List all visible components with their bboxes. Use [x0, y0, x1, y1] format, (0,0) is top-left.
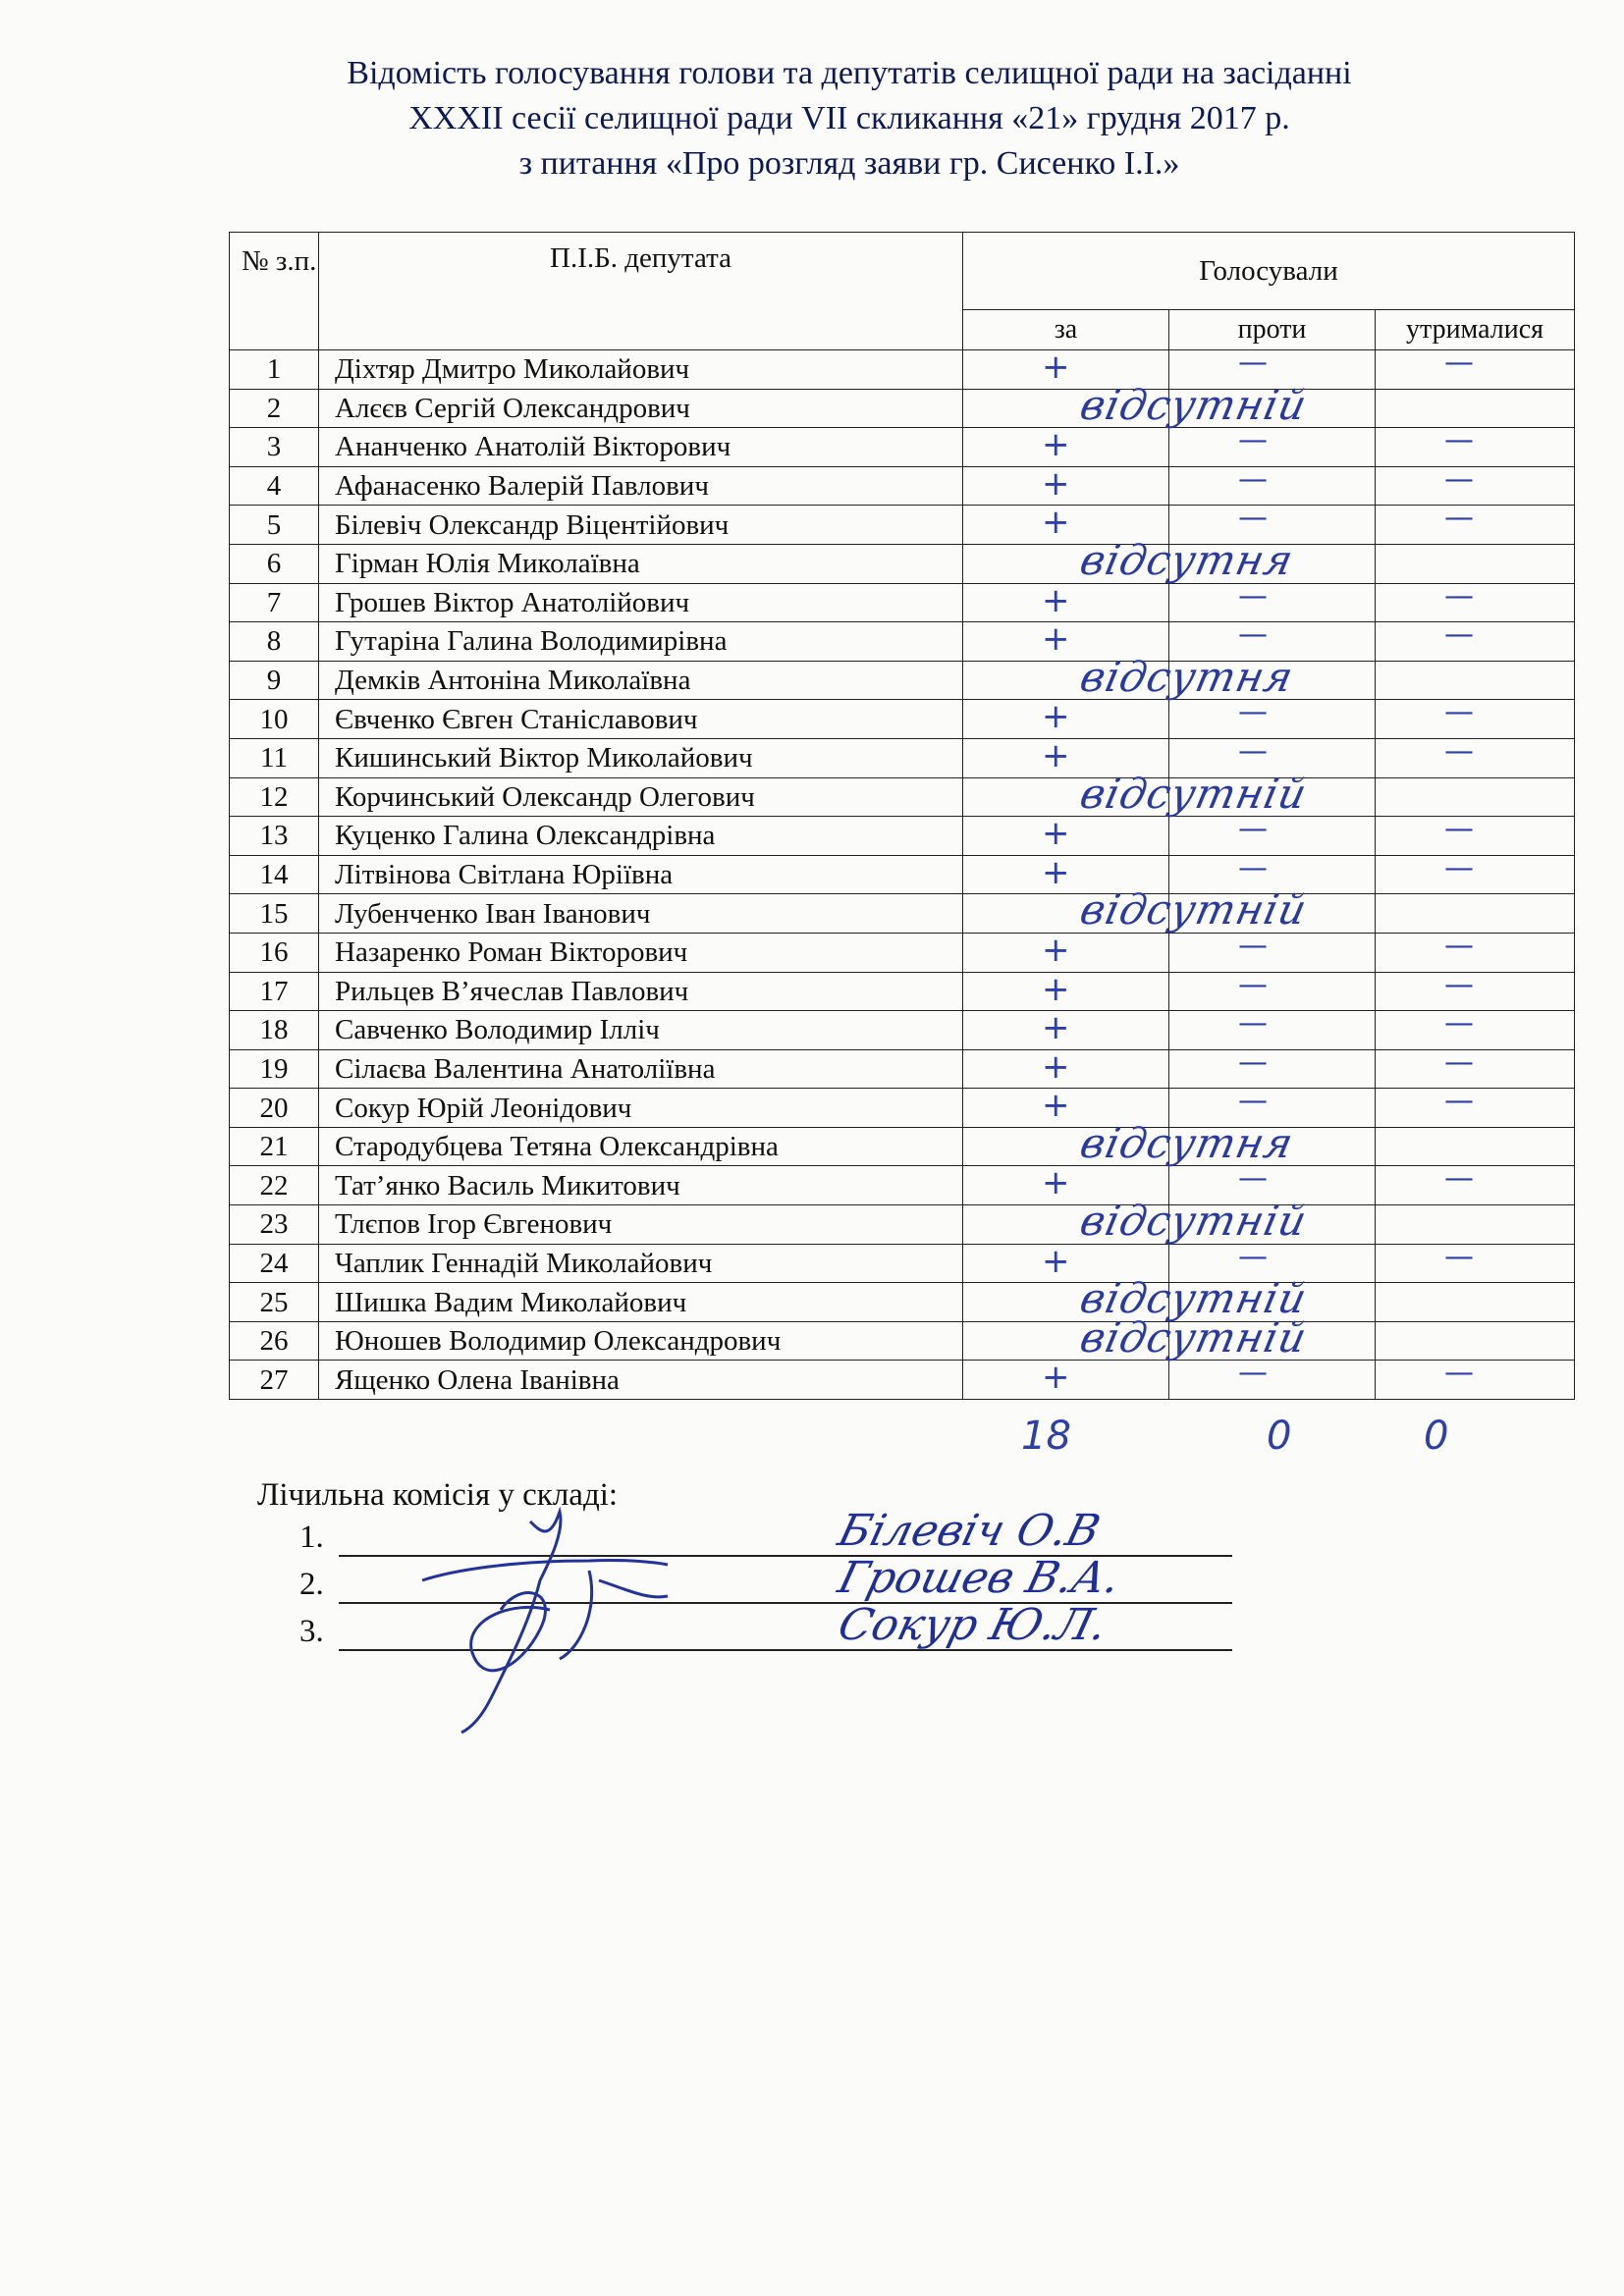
vote-mark-against: —	[1238, 699, 1268, 730]
vote-mark-against: —	[1238, 427, 1268, 458]
absent-note: відсутній	[1075, 1197, 1312, 1246]
vote-cell-for	[963, 700, 1169, 739]
vote-mark-for: +	[1042, 1360, 1070, 1398]
table-row	[230, 777, 1575, 817]
vote-cell-abstain	[1376, 466, 1575, 506]
total-for: 18	[1021, 1414, 1071, 1459]
table-row	[230, 1205, 1575, 1245]
vote-mark-abstain: —	[1444, 466, 1474, 497]
vote-mark-for: +	[1042, 972, 1070, 1009]
vote-mark-abstain: —	[1444, 1088, 1474, 1119]
vote-cell-against	[1169, 583, 1376, 622]
row-number: 23	[230, 1205, 319, 1245]
vote-cell-against	[1169, 1049, 1376, 1089]
deputy-name: Куценко Галина Олександрівна	[319, 817, 963, 856]
deputy-name: Рильцев В’ячеслав Павлович	[319, 972, 963, 1011]
deputy-name: Грошев Віктор Анатолійович	[319, 583, 963, 622]
vote-cell-abstain	[1376, 1089, 1575, 1128]
vote-mark-against: —	[1238, 1049, 1268, 1080]
row-number: 6	[230, 544, 319, 583]
row-number: 5	[230, 506, 319, 545]
absent-note: відсутня	[1075, 535, 1299, 584]
vote-mark-for: +	[1042, 855, 1070, 892]
absent-note: відсутня	[1075, 1118, 1299, 1167]
vote-mark-abstain: —	[1444, 933, 1474, 963]
vote-cell-for	[963, 652, 1299, 701]
vote-cell-abstain	[1376, 777, 1575, 817]
vote-cell-against	[1169, 544, 1376, 583]
absent-note: відсутній	[1075, 380, 1312, 429]
vote-cell-for	[963, 428, 1169, 467]
vote-mark-against: —	[1238, 583, 1268, 614]
vote-cell-against	[1169, 700, 1376, 739]
table-row	[230, 389, 1575, 428]
table-row	[230, 894, 1575, 934]
vote-mark-for: +	[1042, 699, 1070, 737]
member-number: 2.	[299, 1567, 324, 1602]
vote-mark-against: —	[1238, 1360, 1268, 1391]
vote-cell-abstain	[1376, 700, 1575, 739]
member-name: Сокур Ю.Л.	[833, 1600, 1112, 1650]
vote-cell-for	[963, 885, 1312, 934]
row-number: 20	[230, 1089, 319, 1128]
vote-mark-abstain: —	[1444, 583, 1474, 614]
vote-cell-against	[1169, 933, 1376, 972]
deputy-name: Шишка Вадим Миколайович	[319, 1283, 963, 1322]
member-name: Грошев В.А.	[833, 1553, 1126, 1603]
vote-mark-abstain: —	[1444, 738, 1474, 769]
absent-note: відсутній	[1075, 1274, 1312, 1323]
vote-mark-abstain: —	[1444, 1049, 1474, 1080]
vote-mark-for: +	[1042, 621, 1070, 660]
vote-mark-for: +	[1042, 1049, 1070, 1087]
vote-cell-against	[1169, 777, 1376, 817]
table-row	[230, 1361, 1575, 1400]
row-number: 4	[230, 466, 319, 506]
vote-mark-abstain: —	[1444, 621, 1474, 653]
row-number: 27	[230, 1361, 319, 1400]
table-row	[230, 661, 1575, 700]
row-number: 2	[230, 389, 319, 428]
table-row	[230, 622, 1575, 662]
deputy-name: Алєєв Сергій Олександрович	[319, 389, 963, 428]
vote-cell-against	[1169, 428, 1376, 467]
vote-cell-against	[1169, 972, 1376, 1011]
table-row	[230, 1166, 1575, 1205]
header-voted: Голосували	[963, 233, 1575, 310]
vote-cell-for	[963, 583, 1169, 622]
absent-note: відсутній	[1075, 769, 1312, 818]
table-row	[230, 972, 1575, 1011]
table-row	[230, 506, 1575, 545]
vote-cell-abstain	[1376, 583, 1575, 622]
table-row	[230, 1089, 1575, 1128]
vote-mark-for: +	[1042, 349, 1070, 387]
row-number: 11	[230, 738, 319, 777]
total-abstain: 0	[1424, 1414, 1449, 1459]
row-number: 25	[230, 1283, 319, 1322]
vote-cell-abstain	[1376, 544, 1575, 583]
deputy-name: Лубенченко Іван Іванович	[319, 894, 963, 934]
table-row	[230, 350, 1575, 390]
vote-mark-against: —	[1238, 816, 1268, 847]
vote-mark-abstain: —	[1444, 1165, 1474, 1197]
header-num: № з.п.	[230, 233, 319, 350]
row-number: 15	[230, 894, 319, 934]
row-number: 26	[230, 1321, 319, 1361]
row-number: 7	[230, 583, 319, 622]
vote-mark-abstain: —	[1444, 972, 1474, 1002]
vote-cell-abstain	[1376, 1011, 1575, 1050]
vote-mark-against: —	[1238, 466, 1268, 497]
vote-mark-for: +	[1042, 427, 1070, 465]
vote-cell-against	[1169, 1361, 1376, 1400]
deputy-name: Ященко Олена Іванівна	[319, 1361, 963, 1400]
vote-cell-abstain	[1376, 1166, 1575, 1205]
table-row	[230, 855, 1575, 894]
vote-mark-against: —	[1238, 1165, 1268, 1197]
vote-cell-abstain	[1376, 506, 1575, 545]
vote-mark-for: +	[1042, 1165, 1070, 1203]
deputy-name: Сілаєва Валентина Анатоліївна	[319, 1049, 963, 1089]
vote-mark-for: +	[1042, 738, 1070, 775]
vote-mark-abstain: —	[1444, 1360, 1474, 1391]
vote-mark-against: —	[1238, 855, 1268, 885]
vote-cell-abstain	[1376, 428, 1575, 467]
deputy-name: Савченко Володимир Ілліч	[319, 1011, 963, 1050]
absent-note: відсутній	[1075, 1312, 1312, 1362]
row-number: 1	[230, 350, 319, 390]
header-abstain: утрималися	[1376, 310, 1575, 350]
row-number: 14	[230, 855, 319, 894]
vote-cell-abstain	[1376, 350, 1575, 390]
table-row	[230, 1321, 1575, 1361]
vote-mark-against: —	[1238, 1244, 1268, 1274]
vote-mark-abstain: —	[1444, 349, 1474, 380]
vote-cell-abstain	[1376, 1205, 1575, 1245]
row-number: 12	[230, 777, 319, 817]
deputy-name: Юношев Володимир Олександрович	[319, 1321, 963, 1361]
header-for: за	[963, 310, 1169, 350]
vote-mark-abstain: —	[1444, 816, 1474, 847]
vote-mark-against: —	[1238, 1010, 1268, 1041]
vote-mark-for: +	[1042, 583, 1070, 620]
deputy-name: Гутаріна Галина Володимирівна	[319, 622, 963, 662]
vote-cell-against	[1169, 817, 1376, 856]
vote-mark-against: —	[1238, 505, 1268, 536]
vote-cell-for	[963, 1118, 1299, 1167]
title-line-1: Відомість голосування голови та депутатів селищної ради на засіданні	[347, 55, 1352, 91]
vote-mark-against: —	[1238, 621, 1268, 653]
vote-mark-abstain: —	[1444, 1010, 1474, 1041]
member-name: Білевіч О.В	[833, 1506, 1106, 1556]
vote-table	[229, 232, 1575, 1400]
vote-cell-abstain	[1376, 661, 1575, 700]
document-title	[196, 51, 1502, 187]
vote-mark-for: +	[1042, 1088, 1070, 1126]
row-number: 22	[230, 1166, 319, 1205]
row-number: 10	[230, 700, 319, 739]
row-number: 3	[230, 428, 319, 467]
vote-cell-against	[1169, 894, 1376, 934]
table-row	[230, 817, 1575, 856]
vote-cell-for	[963, 817, 1169, 856]
member-number: 3.	[299, 1614, 324, 1649]
deputy-name: Діхтяр Дмитро Миколайович	[319, 350, 963, 390]
member-number: 1.	[299, 1520, 324, 1555]
table-body	[230, 350, 1575, 1400]
vote-mark-for: +	[1042, 505, 1070, 543]
vote-cell-for	[963, 1197, 1312, 1246]
deputy-name: Євченко Євген Станіславович	[319, 700, 963, 739]
deputy-name: Кишинський Віктор Миколайович	[319, 738, 963, 777]
vote-cell-against	[1169, 1127, 1376, 1166]
vote-mark-abstain: —	[1444, 699, 1474, 730]
table-row	[230, 1283, 1575, 1322]
table-row	[230, 544, 1575, 583]
vote-cell-abstain	[1376, 855, 1575, 894]
vote-cell-abstain	[1376, 389, 1575, 428]
total-against: 0	[1267, 1414, 1292, 1459]
vote-cell-abstain	[1376, 894, 1575, 934]
row-number: 16	[230, 933, 319, 972]
vote-cell-for	[963, 466, 1169, 506]
table-row	[230, 1127, 1575, 1166]
row-number: 24	[230, 1244, 319, 1283]
vote-mark-for: +	[1042, 933, 1070, 970]
vote-mark-for: +	[1042, 1244, 1070, 1281]
vote-cell-abstain	[1376, 817, 1575, 856]
title-line-3: з питання «Про розгляд заяви гр. Сисенко І.І.»	[518, 145, 1180, 182]
deputy-name: Білевіч Олександр Віцентійович	[319, 506, 963, 545]
vote-cell-abstain	[1376, 738, 1575, 777]
vote-cell-against	[1169, 1321, 1376, 1361]
deputy-name: Гірман Юлія Миколаївна	[319, 544, 963, 583]
vote-cell-against	[1169, 1011, 1376, 1050]
vote-mark-against: —	[1238, 1088, 1268, 1119]
vote-cell-abstain	[1376, 1321, 1575, 1361]
vote-cell-against	[1169, 466, 1376, 506]
handwritten-signature	[393, 1502, 727, 1737]
commission-label: Лічильна комісія у складі:	[257, 1477, 619, 1513]
table-row	[230, 466, 1575, 506]
deputy-name: Чаплик Геннадій Миколайович	[319, 1244, 963, 1283]
vote-cell-for	[963, 380, 1312, 429]
vote-cell-abstain	[1376, 1049, 1575, 1089]
vote-cell-for	[963, 1011, 1169, 1050]
vote-cell-abstain	[1376, 1361, 1575, 1400]
vote-cell-for	[963, 1312, 1312, 1362]
vote-mark-against: —	[1238, 349, 1268, 380]
vote-cell-abstain	[1376, 622, 1575, 662]
row-number: 19	[230, 1049, 319, 1089]
vote-cell-for	[963, 972, 1169, 1011]
vote-mark-abstain: —	[1444, 855, 1474, 885]
vote-cell-for	[963, 1361, 1169, 1400]
vote-cell-against	[1169, 661, 1376, 700]
deputy-name: Сокур Юрій Леонідович	[319, 1089, 963, 1128]
vote-cell-abstain	[1376, 1244, 1575, 1283]
absent-note: відсутня	[1075, 652, 1299, 701]
header-against: проти	[1169, 310, 1376, 350]
vote-mark-abstain: —	[1444, 427, 1474, 458]
header-name: П.І.Б. депутата	[319, 233, 963, 350]
table-row	[230, 738, 1575, 777]
vote-cell-abstain	[1376, 1127, 1575, 1166]
row-number: 18	[230, 1011, 319, 1050]
table-row	[230, 1049, 1575, 1089]
vote-cell-for	[963, 769, 1312, 818]
deputy-name: Назаренко Роман Вікторович	[319, 933, 963, 972]
vote-cell-for	[963, 535, 1299, 584]
deputy-name: Демків Антоніна Миколаївна	[319, 661, 963, 700]
vote-mark-abstain: —	[1444, 1244, 1474, 1274]
vote-mark-for: +	[1042, 1010, 1070, 1048]
deputy-name: Тат’янко Василь Микитович	[319, 1166, 963, 1205]
vote-cell-against	[1169, 1205, 1376, 1245]
deputy-name: Літвінова Світлана Юріївна	[319, 855, 963, 894]
row-number: 17	[230, 972, 319, 1011]
table-row	[230, 700, 1575, 739]
title-line-2: XXXII сесії селищної ради VII скликання «21» грудня 2017 р.	[408, 100, 1290, 136]
deputy-name: Тлєпов Ігор Євгенович	[319, 1205, 963, 1245]
vote-cell-abstain	[1376, 972, 1575, 1011]
row-number: 13	[230, 817, 319, 856]
vote-cell-for	[963, 933, 1169, 972]
deputy-name: Корчинський Олександр Олегович	[319, 777, 963, 817]
row-number: 9	[230, 661, 319, 700]
deputy-name: Афанасенко Валерій Павлович	[319, 466, 963, 506]
vote-mark-for: +	[1042, 466, 1070, 504]
table-row	[230, 1011, 1575, 1050]
vote-cell-abstain	[1376, 933, 1575, 972]
vote-mark-against: —	[1238, 972, 1268, 1002]
table-row	[230, 1244, 1575, 1283]
row-number: 8	[230, 622, 319, 662]
vote-mark-against: —	[1238, 738, 1268, 769]
table-row	[230, 428, 1575, 467]
vote-cell-against	[1169, 389, 1376, 428]
vote-mark-against: —	[1238, 933, 1268, 963]
vote-mark-abstain: —	[1444, 505, 1474, 536]
vote-cell-abstain	[1376, 1283, 1575, 1322]
table-row	[230, 583, 1575, 622]
absent-note: відсутній	[1075, 885, 1312, 934]
deputy-name: Ананченко Анатолій Вікторович	[319, 428, 963, 467]
vote-cell-for	[963, 1049, 1169, 1089]
deputy-name: Стародубцева Тетяна Олександрівна	[319, 1127, 963, 1166]
vote-mark-for: +	[1042, 816, 1070, 854]
table-row	[230, 933, 1575, 972]
row-number: 21	[230, 1127, 319, 1166]
